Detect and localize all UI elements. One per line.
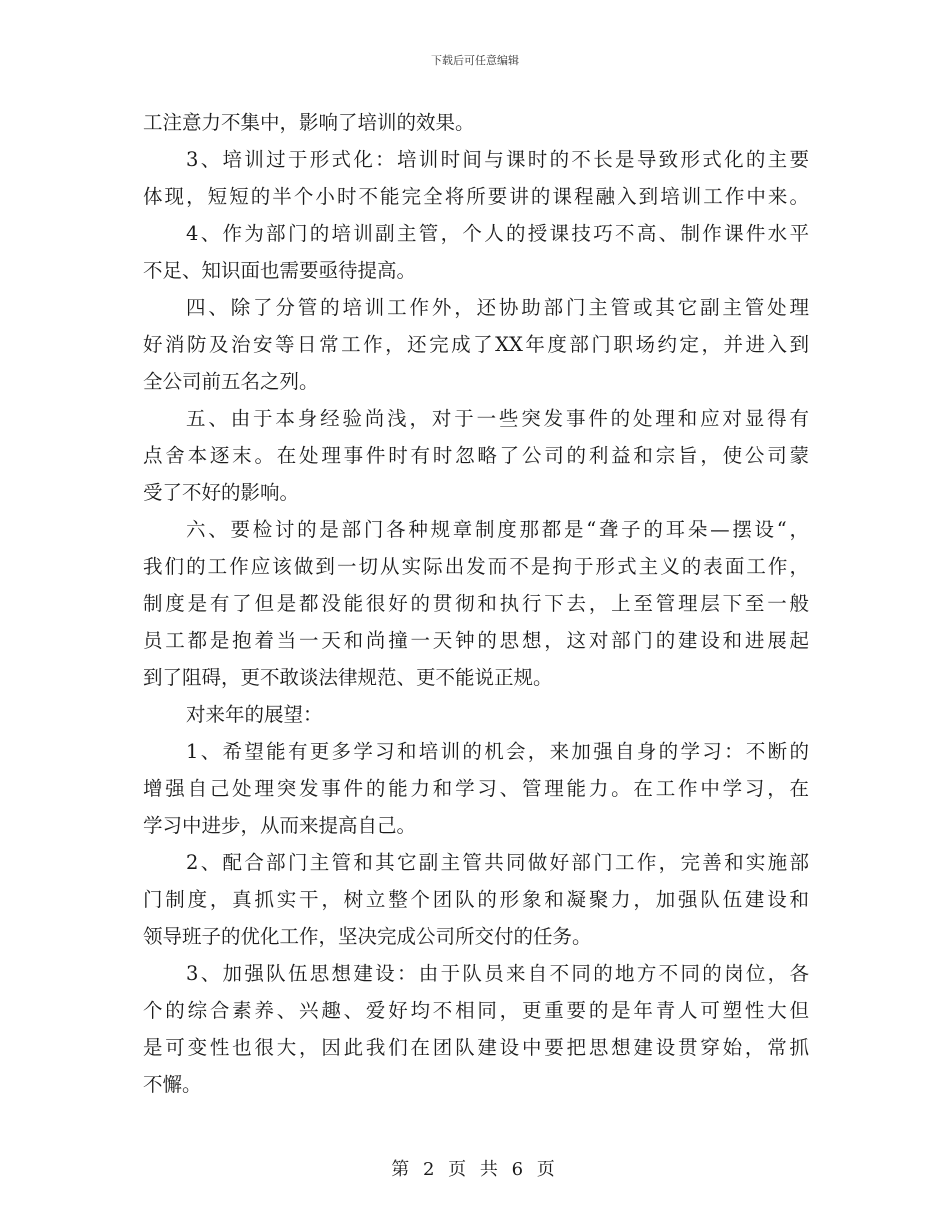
page-header: 下载后可任意编辑 bbox=[431, 54, 519, 67]
text-line: 对来年的展望： bbox=[186, 703, 323, 726]
text-line: 不足、知识面也需要亟待提高。 bbox=[143, 259, 417, 282]
text-line: 我们的工作应该做到一切从实际出发而不是拘于形式主义的表面工作， bbox=[143, 555, 809, 578]
text-line: 3、加强队伍思想建设：由于队员来自不同的地方不同的岗位，各 bbox=[186, 962, 809, 985]
text-line: 员工都是抱着当一天和尚撞一天钟的思想，这对部门的建设和进展起 bbox=[143, 629, 809, 652]
text-line: 个的综合素养、兴趣、爱好均不相同，更重要的是年青人可塑性大但 bbox=[143, 999, 809, 1022]
text-line: 五、由于本身经验尚浅，对于一些突发事件的处理和应对显得有 bbox=[186, 407, 809, 430]
document-body bbox=[143, 104, 809, 1103]
text-line: 是可变性也很大，因此我们在团队建设中要把思想建设贯穿始，常抓 bbox=[143, 1036, 809, 1059]
text-line: 学习中进步，从而来提高自己。 bbox=[143, 814, 417, 837]
text-line: 3、培训过于形式化：培训时间与课时的不长是导致形式化的主要 bbox=[186, 148, 809, 171]
page-number: 第 2 页 共 6 页 bbox=[391, 1159, 559, 1180]
text-line: 不懈。 bbox=[143, 1073, 202, 1096]
text-line: 到了阻碍，更不敢谈法律规范、更不能说正规。 bbox=[143, 666, 553, 689]
text-line: 体现，短短的半个小时不能完全将所要讲的课程融入到培训工作中来。 bbox=[143, 185, 809, 208]
text-line: 4、作为部门的培训副主管，个人的授课技巧不高、制作课件水平 bbox=[186, 222, 809, 245]
text-line: 2、配合部门主管和其它副主管共同做好部门工作，完善和实施部 bbox=[186, 851, 809, 874]
text-line: 领导班子的优化工作，坚决完成公司所交付的任务。 bbox=[143, 925, 592, 948]
text-line: 工注意力不集中，影响了培训的效果。 bbox=[143, 111, 475, 134]
text-line: 六、要检讨的是部门各种规章制度那都是“聋子的耳朵—摆设“， bbox=[186, 518, 809, 541]
text-line: 1、希望能有更多学习和培训的机会，来加强自身的学习：不断的 bbox=[186, 740, 809, 763]
text-line: 全公司前五名之列。 bbox=[143, 370, 319, 393]
text-line: 四、除了分管的培训工作外，还协助部门主管或其它副主管处理 bbox=[186, 296, 809, 319]
text-line: 好消防及治安等日常工作，还完成了XX年度部门职场约定，并进入到 bbox=[143, 333, 809, 356]
text-line: 增强自己处理突发事件的能力和学习、管理能力。在工作中学习，在 bbox=[143, 777, 809, 800]
text-line: 门制度，真抓实干，树立整个团队的形象和凝聚力，加强队伍建设和 bbox=[143, 888, 809, 911]
text-line: 受了不好的影响。 bbox=[143, 481, 300, 504]
text-line: 点舍本逐末。在处理事件时有时忽略了公司的利益和宗旨，使公司蒙 bbox=[143, 444, 809, 467]
text-line: 制度是有了但是都没能很好的贯彻和执行下去，上至管理层下至一般 bbox=[143, 592, 809, 615]
